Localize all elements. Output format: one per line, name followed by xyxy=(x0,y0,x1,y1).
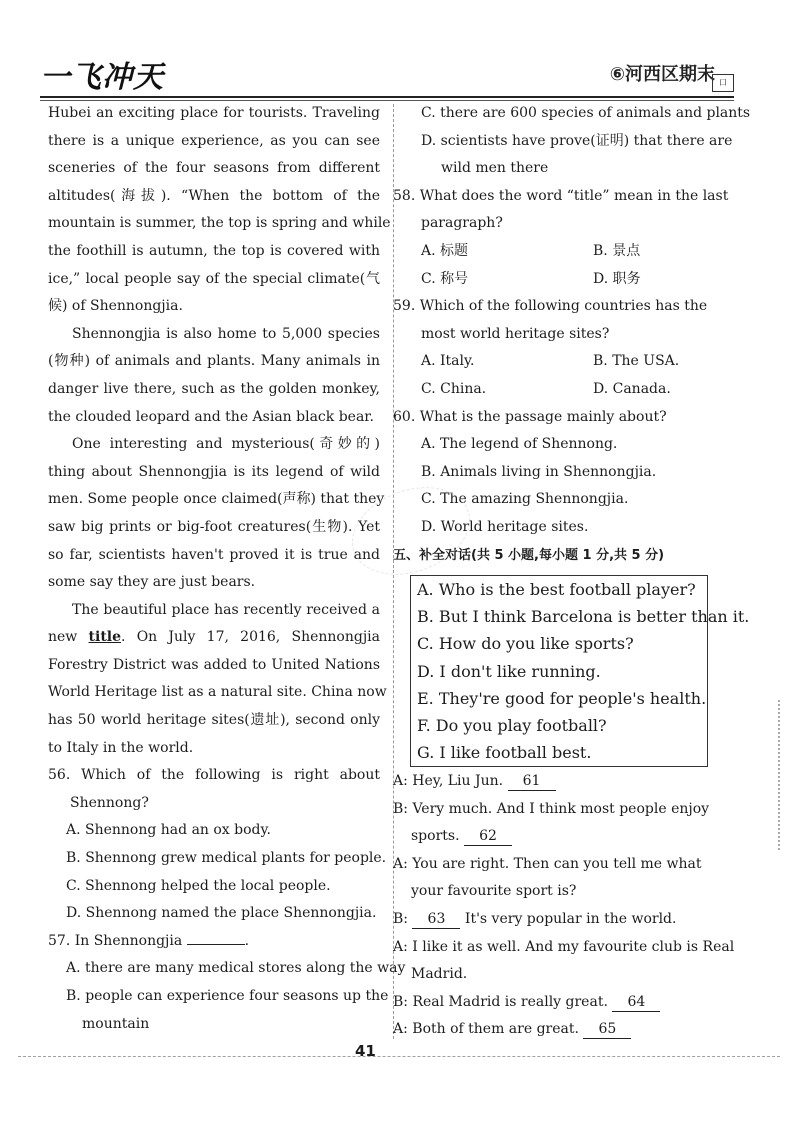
answer-blank-62[interactable]: 62 xyxy=(464,827,512,846)
dialogue-option: C. How do you like sports? xyxy=(417,634,634,654)
dialogue-line xyxy=(393,989,733,1017)
dialogue-line xyxy=(393,823,733,851)
dialogue-option: E. They're good for people's health. xyxy=(417,688,707,708)
text-line: ice,” local people say of the special climate(气 xyxy=(48,270,380,287)
text-line: saw big prints or big-foot creatures(生物). Yet xyxy=(48,518,380,535)
text-fragment: . On July 17, 2016, Shennongjia xyxy=(121,629,380,646)
question-56-option: C. Shennong helped the local people. xyxy=(66,877,331,894)
text-line: the clouded leopard and the Asian black bear. xyxy=(48,408,374,425)
text-line: One interesting and mysterious(奇妙的) xyxy=(72,436,380,453)
text-fragment: A: Both of them are great. xyxy=(393,1021,579,1038)
text-fragment: It's very popular in the world. xyxy=(464,910,677,927)
text-line: danger live there, such as the golden monkey, xyxy=(48,380,380,397)
question-58-stem: 58. What does the word “title” mean in the last xyxy=(393,187,729,204)
text-fragment: 57. In Shennongjia xyxy=(48,932,183,949)
question-59-stem: most world heritage sites? xyxy=(421,325,610,342)
question-57-option: A. there are many medical stores along the way xyxy=(66,960,406,977)
dialogue xyxy=(393,768,733,1044)
dialogue-line: B: Very much. And I think most people enjoy xyxy=(393,800,710,817)
question-59-options xyxy=(393,376,733,404)
dialogue-option: D. I don't like running. xyxy=(417,661,601,681)
question-56-option: A. Shennong had an ox body. xyxy=(66,822,272,839)
question-58-options xyxy=(393,238,733,266)
dialogue-line: your favourite sport is? xyxy=(411,883,577,900)
text-line: the foothill is autumn, the top is covered with xyxy=(48,242,380,259)
text-fragment: sports. xyxy=(411,828,460,845)
question-57-option: C. there are 600 species of animals and plants xyxy=(421,105,751,121)
question-56-stem: Shennong? xyxy=(70,794,149,811)
text-line: thing about Shennongjia is its legend of wild xyxy=(48,463,380,480)
text-line: altitudes(海拔). “When the bottom of the xyxy=(48,187,380,204)
text-fragment: . xyxy=(244,932,250,949)
option-d: D. 职务 xyxy=(593,270,641,287)
dialogue-option: G. I like football best. xyxy=(417,743,592,763)
dialogue-line xyxy=(393,768,733,796)
question-56-stem: 56. Which of the following is right about xyxy=(48,767,380,784)
option-b: B. The USA. xyxy=(593,353,680,370)
exam-tag: ⑥河西区期末 xyxy=(609,64,715,85)
option-b: B. 景点 xyxy=(593,242,641,259)
section-5-title: 五、补全对话(共 5 小题,每小题 1 分,共 5 分) xyxy=(393,547,665,563)
text-line: mountain is summer, the top is spring and while xyxy=(48,215,391,232)
question-57-option: D. scientists have prove(证明) that there are xyxy=(421,132,733,149)
underlined-word-title: title xyxy=(88,629,122,646)
question-58-options xyxy=(393,266,733,294)
text-line: there is a unique experience, as you can see xyxy=(48,132,380,149)
option-a: A. Italy. xyxy=(421,353,475,370)
question-57-option: mountain xyxy=(82,1015,150,1032)
page-header xyxy=(0,0,800,95)
question-59-options xyxy=(393,348,733,376)
answer-blank-61[interactable]: 61 xyxy=(508,772,556,791)
left-column xyxy=(48,100,406,1038)
text-line: (物种) of animals and plants. Many animals in xyxy=(48,353,380,370)
question-58-stem: paragraph? xyxy=(421,215,503,232)
option-a: A. 标题 xyxy=(421,242,469,259)
text-line: Shennongjia is also home to 5,000 species xyxy=(72,325,380,342)
brand-title: 一飞冲天 xyxy=(40,60,164,95)
dialogue-line: A: I like it as well. And my favourite club is Real xyxy=(393,938,735,955)
text-line: World Heritage list as a natural site. China now xyxy=(48,684,387,701)
text-fragment: A: Hey, Liu Jun. xyxy=(393,773,504,789)
text-line xyxy=(48,624,380,652)
text-line: some say they are just bears. xyxy=(48,574,256,591)
binding-margin-marks xyxy=(778,700,786,850)
question-57-option: B. people can experience four seasons up the xyxy=(66,988,389,1004)
question-60-option: D. World heritage sites. xyxy=(421,518,589,535)
option-d: D. Canada. xyxy=(593,380,671,397)
answer-blank xyxy=(187,944,245,945)
question-57-stem xyxy=(48,928,380,956)
question-60-option: B. Animals living in Shennongjia. xyxy=(421,463,657,480)
text-fragment: new xyxy=(48,629,89,646)
question-60-option: A. The legend of Shennong. xyxy=(421,436,618,453)
question-60-option: C. The amazing Shennongjia. xyxy=(421,491,629,508)
text-line: to Italy in the world. xyxy=(48,739,194,756)
text-fragment: B: xyxy=(393,910,409,927)
text-line: so far, scientists haven't proved it is true and xyxy=(48,546,380,563)
question-59-stem: 59. Which of the following countries has the xyxy=(393,298,708,315)
dialogue-line xyxy=(393,906,733,934)
answer-blank-64[interactable]: 64 xyxy=(612,993,660,1012)
footer-divider xyxy=(18,1056,780,1057)
dialogue-line xyxy=(393,1016,733,1044)
option-c: C. China. xyxy=(421,380,487,397)
dialogue-option: F. Do you play football? xyxy=(417,715,607,735)
text-fragment: B: Real Madrid is really great. xyxy=(393,993,608,1010)
text-line: has 50 world heritage sites(遗址), second only xyxy=(48,712,380,729)
question-56-option: B. Shennong grew medical plants for people. xyxy=(66,850,387,867)
text-line: 候) of Shennongjia. xyxy=(48,298,183,315)
header-divider xyxy=(40,96,734,98)
option-c: C. 称号 xyxy=(421,270,469,287)
text-line: Hubei an exciting place for tourists. Traveling xyxy=(48,105,380,121)
question-57-option: wild men there xyxy=(441,160,549,177)
dialogue-line: Madrid. xyxy=(411,966,468,983)
page-number: 41 xyxy=(355,1042,376,1060)
dialogue-option: B. But I think Barcelona is better than it. xyxy=(417,607,750,627)
question-56-option: D. Shennong named the place Shennongjia. xyxy=(66,905,377,922)
dialogue-line: A: You are right. Then can you tell me what xyxy=(393,855,702,872)
dialogue-option: A. Who is the best football player? xyxy=(417,580,696,599)
tag-box-icon: 口 xyxy=(712,74,734,92)
text-line: The beautiful place has recently received a xyxy=(72,601,380,618)
text-line: men. Some people once claimed(声称) that they xyxy=(48,491,385,508)
dialogue-options-box xyxy=(410,575,750,767)
question-60-stem: 60. What is the passage mainly about? xyxy=(393,408,667,425)
answer-blank-63[interactable]: 63 xyxy=(412,910,460,929)
text-line: Forestry District was added to United Nations xyxy=(48,656,380,673)
answer-blank-65[interactable]: 65 xyxy=(583,1020,631,1039)
text-line: sceneries of the four seasons from different xyxy=(48,160,380,177)
